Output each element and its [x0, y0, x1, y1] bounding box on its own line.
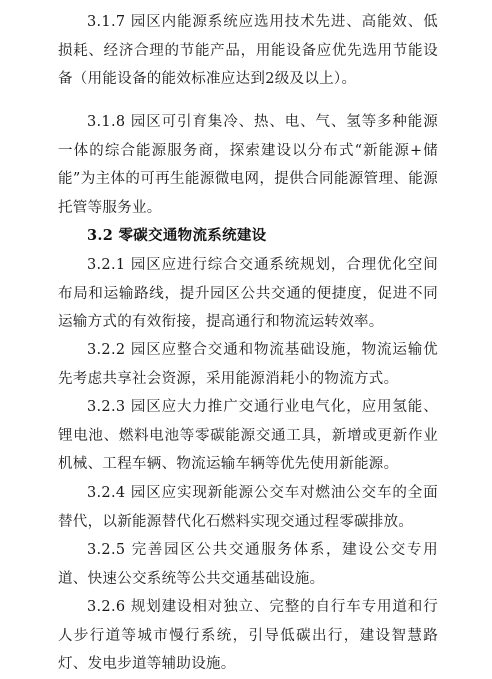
section-heading-3-2: 3.2 零碳交通物流系统建设 [87, 227, 267, 244]
paragraph-3-2-2: 3.2.2 园区应整合交通和物流基础设施，物流运输优先考虑共享社会资源，采用能源消耗小的物流方式。 [58, 342, 438, 387]
paragraph-3-2-6: 3.2.6 规划建设相对独立、完整的自行车专用道和行人步行道等城市慢行系统，引导低碳出行，建设智慧路灯、发电步道等辅助设施。 [58, 599, 438, 672]
paragraph-3-2-4: 3.2.4 园区应实现新能源公交车对燃油公交车的全面替代，以新能源替代化石燃料实现交通过程零碳排放。 [58, 485, 438, 530]
paragraph-3-2-3: 3.2.3 园区应大力推广交通行业电气化，应用氢能、锂电池、燃料电池等零碳能源交通工具，新增或更新作业机械、工程车辆、物流运输车辆等优先使用新能源。 [58, 399, 438, 472]
paragraph-3-2-1: 3.2.1 园区应进行综合交通系统规划，合理优化空间布局和运输路线，提升园区公共交通的便捷度，促进不同运输方式的有效衔接，提高通行和物流运转效率。 [58, 257, 438, 330]
paragraph-3-2-5: 3.2.5 完善园区公共交通服务体系，建设公交专用道、快速公交系统等公共交通基础设施。 [58, 542, 438, 587]
paragraph-3-1-8: 3.1.8 园区可引育集冷、热、电、气、氢等多种能源一体的综合能源服务商，探索建设以分布式“新能源+储能”为主体的可再生能源微电网，提供合同能源管理、能源托管等服务业。 [58, 114, 438, 216]
paragraph-3-1-7: 3.1.7 园区内能源系统应选用技术先进、高能效、低损耗、经济合理的节能产品，用能设备应优先选用节能设备（用能设备的能效标准应达到2级及以上）。 [58, 14, 438, 87]
